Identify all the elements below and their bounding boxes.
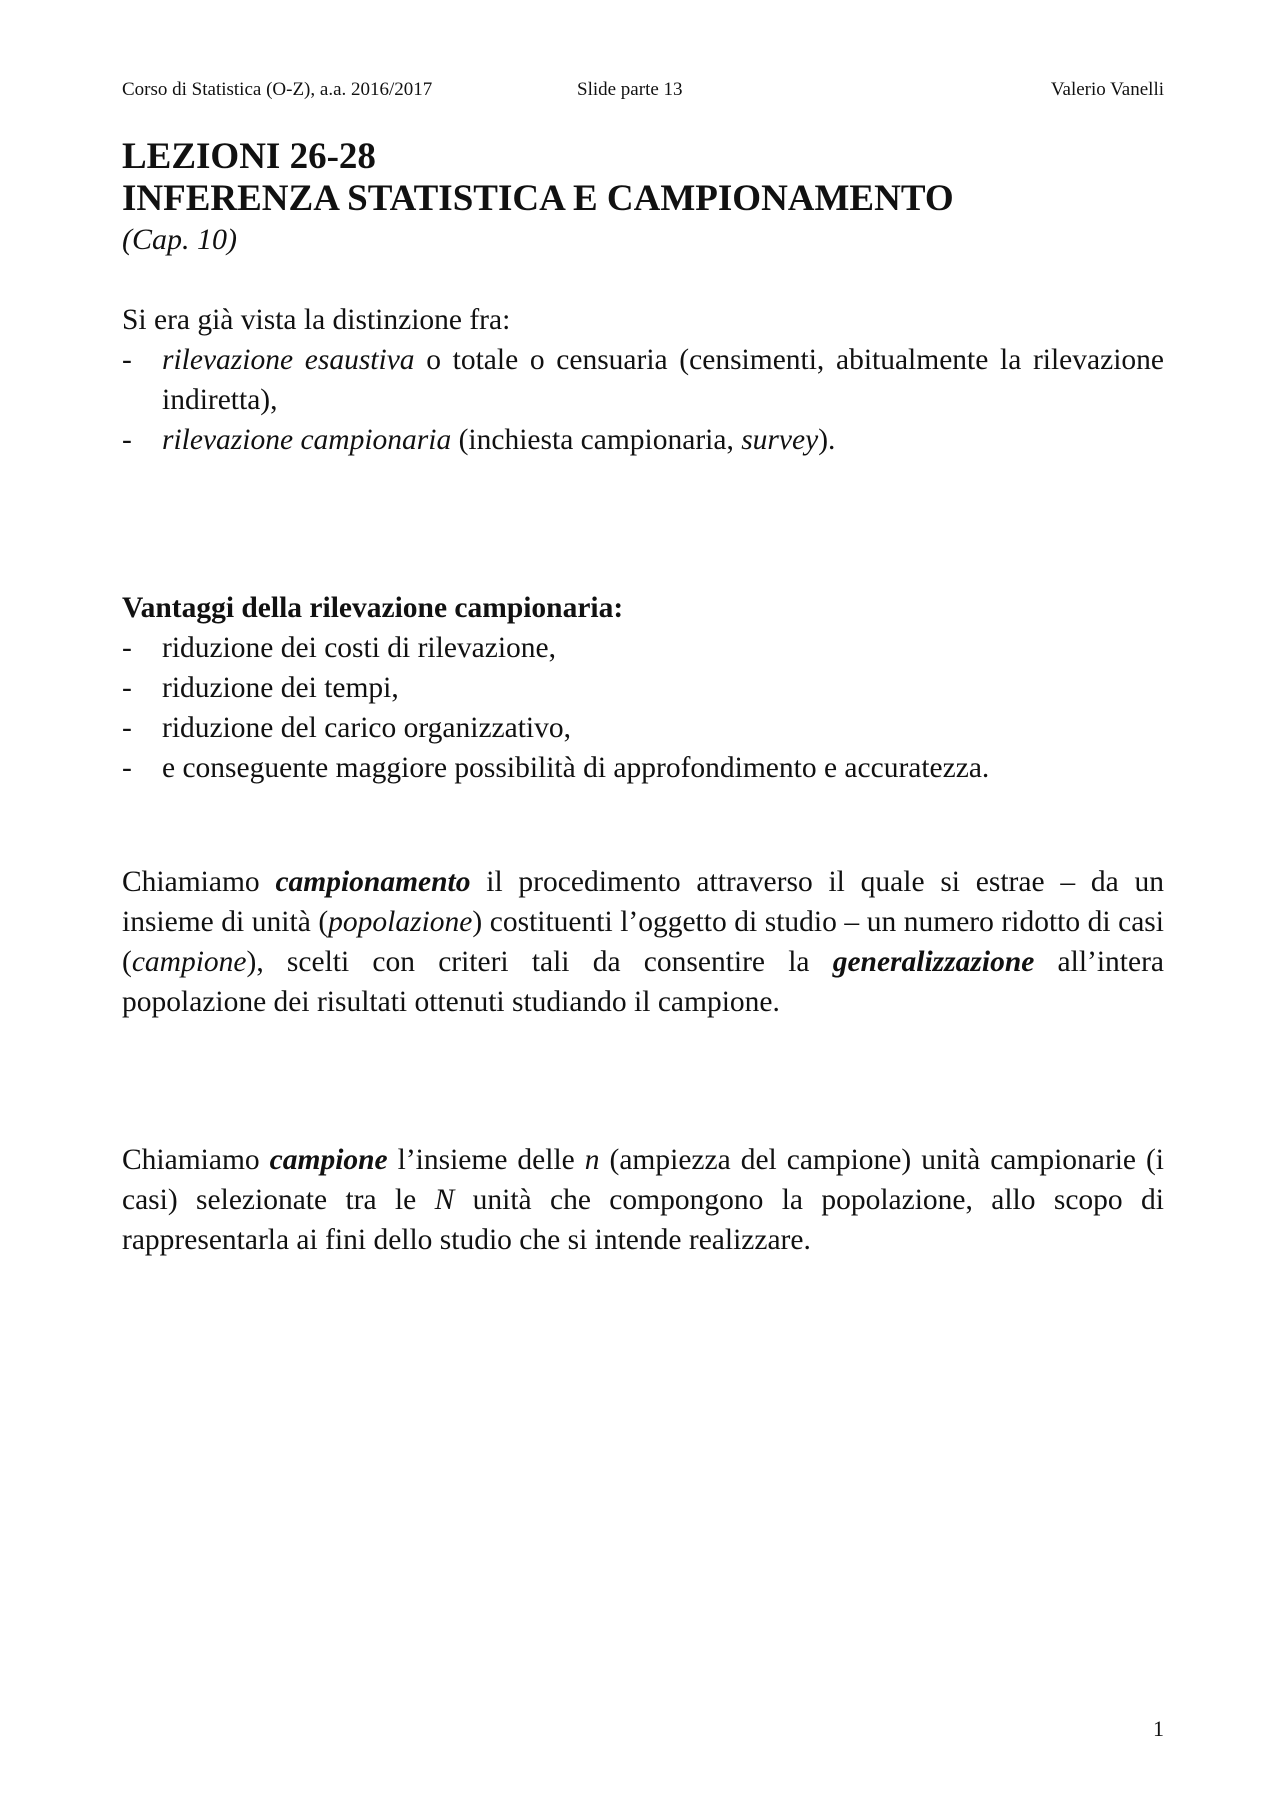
item-text: riduzione dei costi di rilevazione, — [162, 632, 557, 664]
term-generalizzazione: generalizzazione — [832, 946, 1035, 978]
term-survey: survey — [741, 424, 819, 456]
term-campione: campione — [131, 946, 247, 978]
item-text: ). — [818, 424, 836, 456]
variable-N: N — [434, 1184, 455, 1216]
list-dash: - — [122, 672, 132, 704]
list-item — [122, 420, 1164, 460]
text-span: all’intera popolazione dei risultati ottenuti studiando il campione. — [122, 946, 1165, 1018]
list-item — [122, 668, 1164, 708]
term-esaustiva: rilevazione esaustiva — [162, 344, 415, 376]
text-span: (ampiezza del campione) unità campionarie (i casi) selezionate tra le — [122, 1144, 1165, 1216]
vantaggi-list — [122, 628, 1164, 788]
item-text: e conseguente maggiore possibilità di approfondimento e accuratezza. — [162, 752, 990, 784]
item-text: (inchiesta campionaria, — [451, 424, 742, 456]
intro-section — [122, 300, 1164, 460]
intro-lead: Si era già vista la distinzione fra: — [122, 304, 511, 336]
text-span: Chiamiamo — [122, 866, 276, 898]
list-item — [122, 628, 1164, 668]
title-block — [122, 136, 1164, 260]
list-item — [122, 340, 1164, 420]
topic-title: INFERENZA STATISTICA E CAMPIONAMENTO — [122, 178, 954, 219]
item-text: riduzione del carico organizzativo, — [162, 712, 571, 744]
term-campione-bold: campione — [269, 1144, 388, 1176]
item-text: riduzione dei tempi, — [162, 672, 399, 704]
text-span: unità che compongono la popolazione, allo scopo di rappresentarla ai fini dello studio che si intende realizzare. — [122, 1184, 1164, 1256]
item-text: o totale o censuaria (censimenti, abitualmente la rilevazione indiretta), — [162, 344, 1164, 416]
list-item — [122, 748, 1164, 788]
variable-n: n — [584, 1144, 600, 1176]
page-number: 1 — [1153, 1716, 1164, 1741]
list-item — [122, 708, 1164, 748]
text-span: ) costituenti l’oggetto di studio – un numero ridotto di casi ( — [122, 906, 1164, 978]
slides-label: Slide parte 13 — [577, 79, 683, 100]
text-span: il procedimento attraverso il quale si estrae – da un insieme di unità ( — [122, 866, 1164, 938]
term-campionamento: campionamento — [275, 866, 471, 898]
text-span: ), scelti con criteri tali da consentire la — [246, 946, 833, 978]
term-popolazione: popolazione — [328, 906, 473, 938]
chapter-reference: (Cap. 10) — [122, 223, 237, 256]
list-dash: - — [122, 424, 132, 456]
text-span: l’insieme delle — [387, 1144, 585, 1176]
text-span: Chiamiamo — [122, 1144, 270, 1176]
intro-list — [122, 340, 1164, 460]
campionamento-definition — [122, 862, 1164, 1022]
term-campionaria: rilevazione campionaria — [162, 424, 452, 456]
list-dash: - — [122, 632, 132, 664]
campione-definition — [122, 1140, 1164, 1260]
vantaggi-section — [122, 588, 1164, 788]
lesson-title: LEZIONI 26-28 — [122, 136, 376, 177]
list-dash: - — [122, 344, 132, 376]
list-dash: - — [122, 752, 132, 784]
list-dash: - — [122, 712, 132, 744]
author-label: Valerio Vanelli — [1050, 79, 1164, 100]
vantaggi-heading: Vantaggi della rilevazione campionaria: — [122, 592, 624, 624]
course-label: Corso di Statistica (O-Z), a.a. 2016/2017 — [122, 79, 433, 100]
